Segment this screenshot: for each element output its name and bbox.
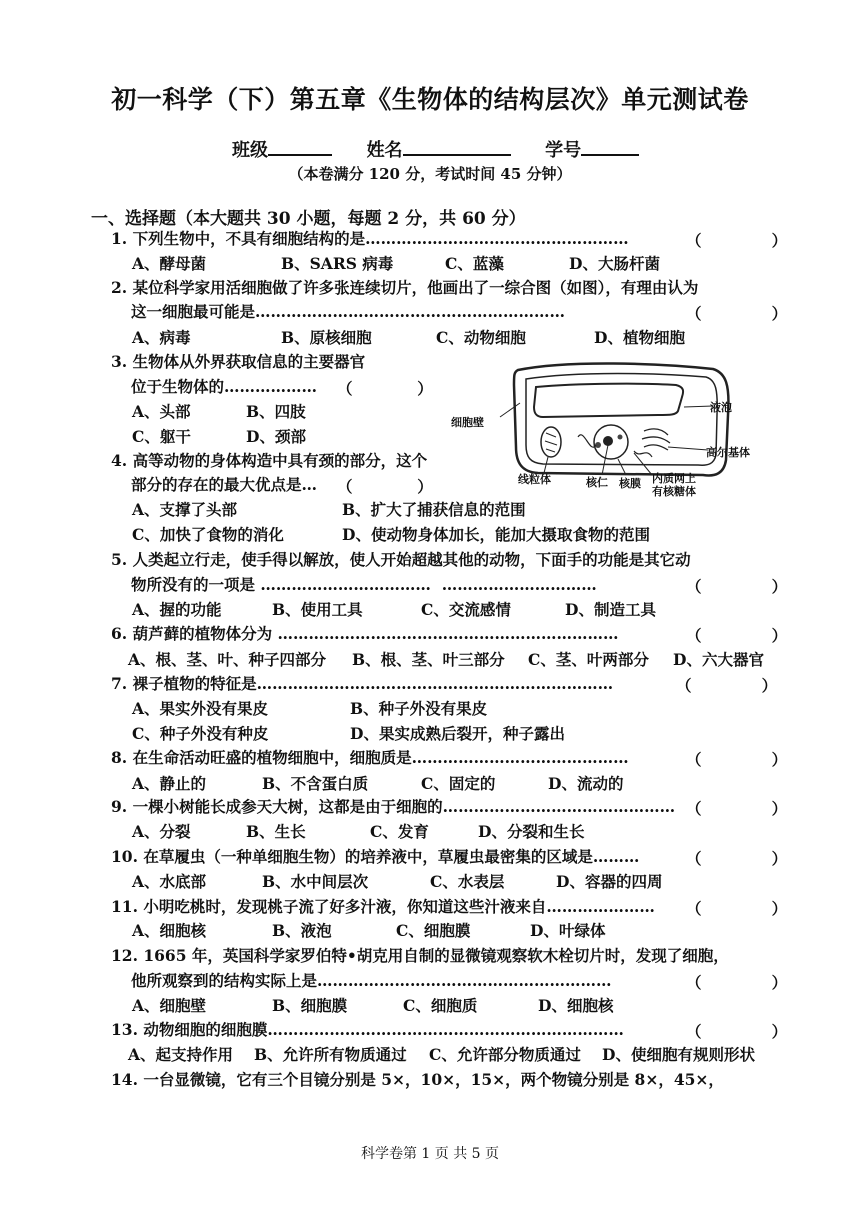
option-6b[interactable]: B、根、茎、叶三部分 xyxy=(352,650,505,669)
option-9a[interactable]: A、分裂 xyxy=(132,822,191,841)
option-8d[interactable]: D、流动的 xyxy=(548,774,624,793)
option-7a[interactable]: A、果实外没有果皮 xyxy=(132,699,269,718)
option-10a[interactable]: A、水底部 xyxy=(132,872,207,891)
option-12d[interactable]: D、细胞核 xyxy=(538,996,614,1015)
option-8c[interactable]: C、固定的 xyxy=(421,774,496,793)
option-7c[interactable]: C、种子外没有种皮 xyxy=(132,724,269,743)
option-3a[interactable]: A、头部 xyxy=(132,402,191,421)
answer-blank-7[interactable]: （ ） xyxy=(676,676,778,695)
mitochondrion-shape xyxy=(541,427,561,457)
er-shape xyxy=(578,435,652,457)
question-13: 13. 动物细胞的细胞膜…………………………………………………………… xyxy=(111,1020,624,1039)
question-8: 8. 在生命活动旺盛的植物细胞中，细胞质是…………………………………… xyxy=(111,748,629,767)
class-blank[interactable] xyxy=(268,138,332,156)
question-11: 11. 小明吃桃时，发现桃子流了好多汁液，你知道这些汁液来自………………… xyxy=(111,897,655,916)
label-mitochondrion: 线粒体 xyxy=(518,473,551,486)
question-4: 4. 高等动物的身体构造中具有颈的部分，这个 xyxy=(111,451,428,470)
option-5d[interactable]: D、制造工具 xyxy=(565,600,656,619)
option-3d[interactable]: D、颈部 xyxy=(246,427,306,446)
option-4a[interactable]: A、支撑了头部 xyxy=(132,500,238,519)
cell-wall-outline xyxy=(514,363,728,475)
option-10b[interactable]: B、水中间层次 xyxy=(262,872,369,891)
option-2a[interactable]: A、病毒 xyxy=(132,328,191,347)
option-6c[interactable]: C、茎、叶两部分 xyxy=(528,650,649,669)
option-7b[interactable]: B、种子外没有果皮 xyxy=(350,699,488,718)
question-12: 12. 1665 年，英国科学家罗伯特•胡克用自制的显微镜观察软木栓切片时，发现了细胞， xyxy=(111,946,729,965)
label-er-2: 有核糖体 xyxy=(652,485,696,498)
option-8a[interactable]: A、静止的 xyxy=(132,774,207,793)
question-10: 10. 在草履虫（一种单细胞生物）的培养液中，草履虫最密集的区域是……… xyxy=(111,847,640,866)
option-11c[interactable]: C、细胞膜 xyxy=(396,921,471,940)
option-3c[interactable]: C、躯干 xyxy=(132,427,191,446)
page-title: 初一科学（下）第五章《生物体的结构层次》单元测试卷 xyxy=(111,85,749,114)
name-label: 姓名 xyxy=(366,140,403,161)
question-3: 3. 生物体从外界获取信息的主要器官 xyxy=(111,352,366,371)
option-11a[interactable]: A、细胞核 xyxy=(132,921,207,940)
option-13b[interactable]: B、允许所有物质通过 xyxy=(254,1045,407,1064)
option-5b[interactable]: B、使用工具 xyxy=(272,600,363,619)
option-4b[interactable]: B、扩大了捕获信息的范围 xyxy=(342,500,526,519)
class-label: 班级 xyxy=(232,140,268,161)
option-13d[interactable]: D、使细胞有规则形状 xyxy=(602,1045,755,1064)
name-blank[interactable] xyxy=(403,138,511,156)
golgi-shape xyxy=(642,429,670,450)
option-4c[interactable]: C、加快了食物的消化 xyxy=(132,525,284,544)
exam-note: （本卷满分 120 分，考试时间 45 分钟） xyxy=(288,165,572,183)
answer-blank-9[interactable]: （ ） xyxy=(686,799,788,818)
leader-dots: …………………………………………… xyxy=(365,229,629,248)
answer-blank-8[interactable]: （ ） xyxy=(686,750,788,769)
answer-blank-12[interactable]: （ ） xyxy=(686,973,788,992)
label-cell-wall: 细胞壁 xyxy=(451,416,484,429)
option-1b[interactable]: B、SARS 病毒 xyxy=(281,254,394,273)
option-2c[interactable]: C、动物细胞 xyxy=(436,328,526,347)
label-er-1: 内质网上 xyxy=(652,472,696,485)
answer-blank-2[interactable]: （ ） xyxy=(686,304,788,323)
question-2: 2. 某位科学家用活细胞做了许多张连续切片，他画出了一综合图（如图），有理由认为 xyxy=(111,278,699,297)
page-footer: 科学卷第 1 页 共 5 页 xyxy=(360,1146,500,1162)
option-3b[interactable]: B、四肢 xyxy=(246,402,306,421)
option-12c[interactable]: C、细胞质 xyxy=(403,996,478,1015)
option-11b[interactable]: B、液泡 xyxy=(272,921,332,940)
option-13c[interactable]: C、允许部分物质通过 xyxy=(429,1045,581,1064)
question-9: 9. 一棵小树能长成参天大树，这都是由于细胞的……………………………………… xyxy=(111,797,676,816)
option-6d[interactable]: D、六大器官 xyxy=(673,650,764,669)
question-7: 7. 裸子植物的特征是…………………………………………………………… xyxy=(111,674,614,693)
option-1a[interactable]: A、酵母菌 xyxy=(132,254,207,273)
option-12a[interactable]: A、细胞壁 xyxy=(132,996,207,1015)
question-3-cont: 位于生物体的……………… xyxy=(131,377,318,396)
answer-blank-5[interactable]: （ ） xyxy=(686,577,788,596)
option-13a[interactable]: A、起支持作用 xyxy=(128,1045,234,1064)
answer-blank-11[interactable]: （ ） xyxy=(686,899,788,918)
option-2d[interactable]: D、植物细胞 xyxy=(594,328,685,347)
question-14: 14. 一台显微镜，它有三个目镜分别是 5×，10×，15×，两个物镜分别是 8×，45×， xyxy=(111,1070,724,1089)
answer-blank-4[interactable]: （ ） xyxy=(337,477,433,496)
answer-blank-10[interactable]: （ ） xyxy=(686,849,788,868)
option-10d[interactable]: D、容器的四周 xyxy=(556,872,663,891)
cell-diagram xyxy=(448,355,778,500)
question-12-cont: 他所观察到的结构实际上是………………………………………………… xyxy=(131,971,612,990)
answer-blank-6[interactable]: （ ） xyxy=(686,626,788,645)
option-11d[interactable]: D、叶绿体 xyxy=(530,921,606,940)
option-7d[interactable]: D、果实成熟后裂开，种子露出 xyxy=(350,724,565,743)
option-10c[interactable]: C、水表层 xyxy=(430,872,505,891)
question-5-cont: 物所没有的一项是 …………………………… ………………………… xyxy=(131,575,597,594)
option-9c[interactable]: C、发育 xyxy=(370,822,429,841)
option-12b[interactable]: B、细胞膜 xyxy=(272,996,348,1015)
answer-blank-3[interactable]: （ ） xyxy=(337,379,433,398)
number-label: 学号 xyxy=(545,140,582,161)
option-8b[interactable]: B、不含蛋白质 xyxy=(262,774,369,793)
question-6: 6. 葫芦藓的植物体分为 ………………………………………………………… xyxy=(111,624,619,643)
answer-blank-1[interactable]: （ ） xyxy=(686,231,788,250)
option-6a[interactable]: A、根、茎、叶、种子四部分 xyxy=(128,650,327,669)
option-5c[interactable]: C、交流感情 xyxy=(421,600,511,619)
label-vacuole: 液泡 xyxy=(710,401,732,414)
option-1d[interactable]: D、大肠杆菌 xyxy=(569,254,660,273)
option-4d[interactable]: D、使动物身体加长，能加大摄取食物的范围 xyxy=(342,525,650,544)
question-5: 5. 人类起立行走，使手得以解放，使人开始超越其他的动物，下面手的功能是其它动 xyxy=(111,550,691,569)
vacuole-shape xyxy=(534,384,683,417)
option-1c[interactable]: C、蓝藻 xyxy=(445,254,504,273)
section-heading: 一、选择题（本大题共 30 小题，每题 2 分，共 60 分） xyxy=(91,209,526,229)
nucleolus-shape xyxy=(603,436,613,446)
question-4-cont: 部分的存在的最大优点是… xyxy=(131,475,318,494)
option-9d[interactable]: D、分裂和生长 xyxy=(478,822,585,841)
option-5a[interactable]: A、握的功能 xyxy=(132,600,222,619)
student-info xyxy=(232,136,639,162)
option-2b[interactable]: B、原核细胞 xyxy=(281,328,372,347)
number-blank[interactable] xyxy=(581,138,639,156)
question-2-cont: 这一细胞最可能是…………………………………………………… xyxy=(131,302,566,321)
answer-blank-13[interactable]: （ ） xyxy=(686,1022,788,1041)
option-9b[interactable]: B、生长 xyxy=(246,822,306,841)
label-golgi: 高尔基体 xyxy=(706,446,750,459)
question-1: 1. 下列生物中，不具有细胞结构的是…………………………………………… xyxy=(111,229,629,248)
label-nuclear-membrane: 核膜 xyxy=(619,477,641,490)
label-nucleolus: 核仁 xyxy=(586,476,608,489)
